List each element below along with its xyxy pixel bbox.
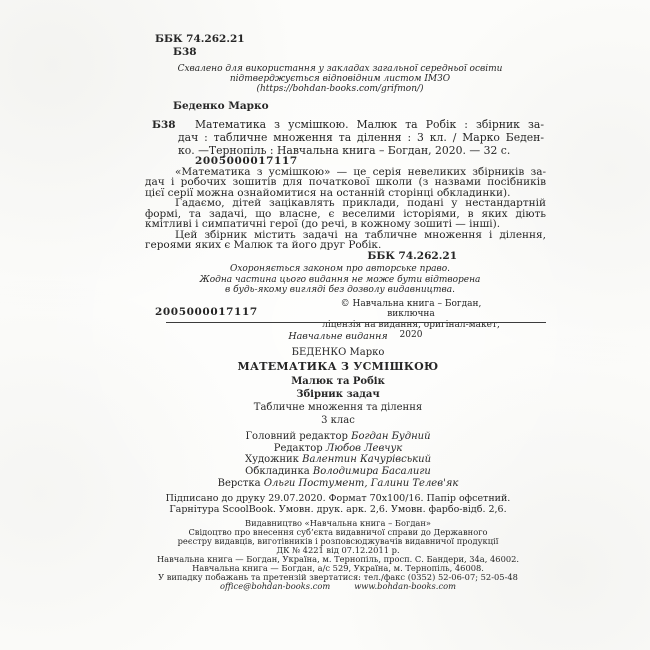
credit-name: Богдан Будний xyxy=(351,431,431,442)
product-code-bottom: 2005000017117 xyxy=(155,306,258,318)
credit-role: Художник xyxy=(244,454,299,466)
bbk-classification-top xyxy=(155,33,245,58)
publisher-line: Видавництво «Навчальна книга – Богдан» xyxy=(245,518,431,528)
catalog-entry xyxy=(178,118,544,157)
email-address: office@bohdan-books.com xyxy=(220,581,331,591)
edition-type: Навчальне видання xyxy=(288,331,388,342)
approval-line: підтверджується відповідним листом ІМЗО xyxy=(229,74,451,85)
approval-line: Схвалено для використання у закладах загальної середньої освіти xyxy=(177,64,503,74)
credit-line xyxy=(140,454,536,466)
annotation-paragraph xyxy=(145,198,546,229)
credit-role: Обкладинка xyxy=(245,466,310,478)
catalog-index: Б38 xyxy=(152,119,176,131)
catalog-line: Математика з усмішкою. Малюк та Робік : збірник за- xyxy=(195,118,544,131)
address-line: Навчальна книга — Богдан, а/с 529, Україна, м. Тернопіль, 46008. xyxy=(192,563,484,574)
book-topic: Табличне множення та ділення xyxy=(253,402,423,413)
credit-name: Любов Левчук xyxy=(325,442,403,454)
license-line: ліцензія на видання, оригінал-макет, 2020 xyxy=(322,319,500,341)
catalog-line: дач : табличне множення та ділення : 3 кл. / Марко Беден- xyxy=(178,131,544,144)
annotation-line: формі, та задачі, що власне, є веселими історіями, в яких діють xyxy=(145,207,546,220)
credit-line xyxy=(140,478,536,490)
catalog-line: ко. —Тернопіль : Навчальна книга – Богдан, 2020. — 32 с. xyxy=(178,144,511,157)
credit-name: Ольги Постумент, Галини Телев'як xyxy=(263,477,459,489)
bbk-author-index: Б38 xyxy=(173,45,197,58)
contact-links xyxy=(140,581,536,591)
print-run-info xyxy=(140,493,536,516)
product-code-top: 2005000017117 xyxy=(195,155,298,167)
credit-name: Володимира Басалиги xyxy=(312,466,431,478)
rights-line: Жодна частина цього видання не може бути відтворена xyxy=(199,274,481,285)
book-grade: 3 клас xyxy=(321,415,355,426)
print-info-line: Гарнітура ScoolBook. Умовн. друк. арк. 2,6. Умовн. фарбо-відб. 2,6. xyxy=(169,504,507,516)
publisher-registration xyxy=(140,519,536,555)
credit-role: Редактор xyxy=(273,442,323,454)
approval-note xyxy=(140,64,540,95)
credits-list xyxy=(140,431,536,490)
credit-line xyxy=(140,466,536,478)
book-title: МАТЕМАТИКА З УСМІШКОЮ xyxy=(237,360,439,373)
publisher-line: Свідоцтво про внесення суб’єкта видавничої справи до Державного xyxy=(188,527,488,537)
publisher-line: ДК № 4221 від 07.12.2011 р. xyxy=(276,545,400,555)
credit-name: Валентин Качурівський xyxy=(302,454,432,466)
credit-role: Верстка xyxy=(217,477,261,489)
annotation-line: героями яких є Малюк та його друг Робік. xyxy=(145,239,382,252)
publisher-addresses xyxy=(140,555,536,583)
author-heading: Беденко Марко xyxy=(173,100,269,112)
bbk-classification-bottom: ББК 74.262.21 xyxy=(367,250,457,262)
rights-line: в будь-якому вигляді без дозволу видавництва. xyxy=(225,285,455,296)
print-info-line: Підписано до друку 29.07.2020. Формат 70х100/16. Папір офсетний. xyxy=(165,493,511,504)
divider-rule xyxy=(166,322,546,323)
address-line: У випадку побажань та претензій звертатися: тел./факс (0352) 52-06-07; 52-05-48 xyxy=(158,572,518,583)
copyright-protection-notice xyxy=(140,264,540,296)
annotation-line: дач і робочих зошитів для початкової школи (з назвами посібників xyxy=(145,176,546,189)
annotation-paragraph xyxy=(145,167,546,198)
annotation xyxy=(145,167,546,251)
credit-line xyxy=(140,443,536,455)
website-url: www.bohdan-books.com xyxy=(354,581,456,591)
rights-line: Охороняється законом про авторське право. xyxy=(229,264,451,274)
annotation-line: Гадаємо, дітей зацікавлять приклади, подані у нестандартній xyxy=(175,197,546,210)
bbk-code: ББК 74.262.21 xyxy=(155,33,245,45)
approval-url: (https://bohdan-books.com/grifmon/) xyxy=(256,84,424,95)
book-kind: Збірник задач xyxy=(296,389,380,400)
address-line: Навчальна книга — Богдан, Україна, м. Тернопіль, просп. С. Бандери, 34а, 46002. xyxy=(156,554,520,564)
credit-line xyxy=(140,431,536,443)
book-series: Малюк та Робік xyxy=(291,376,385,387)
annotation-paragraph xyxy=(145,230,546,251)
annotation-line: цієї серії можна ознайомитися на останній сторінці обкладинки). xyxy=(145,186,511,199)
license-line: © Навчальна книга – Богдан, виключна xyxy=(340,299,482,320)
annotation-line: «Математика з усмішкою» — це серія невеликих збірників за- xyxy=(175,166,546,178)
credit-role: Головний редактор xyxy=(245,431,348,442)
publisher-line: реєстру видавців, виготівників і розповсюджувачів видавничої продукції xyxy=(177,536,499,546)
title-author: БЕДЕНКО Марко xyxy=(291,347,385,358)
annotation-line: кмітливі і симпатичні герої (до речі, в кожному зошиті — інші). xyxy=(145,218,501,231)
annotation-line: Цей збірник містить задачі на табличне множення і ділення, xyxy=(175,228,546,241)
